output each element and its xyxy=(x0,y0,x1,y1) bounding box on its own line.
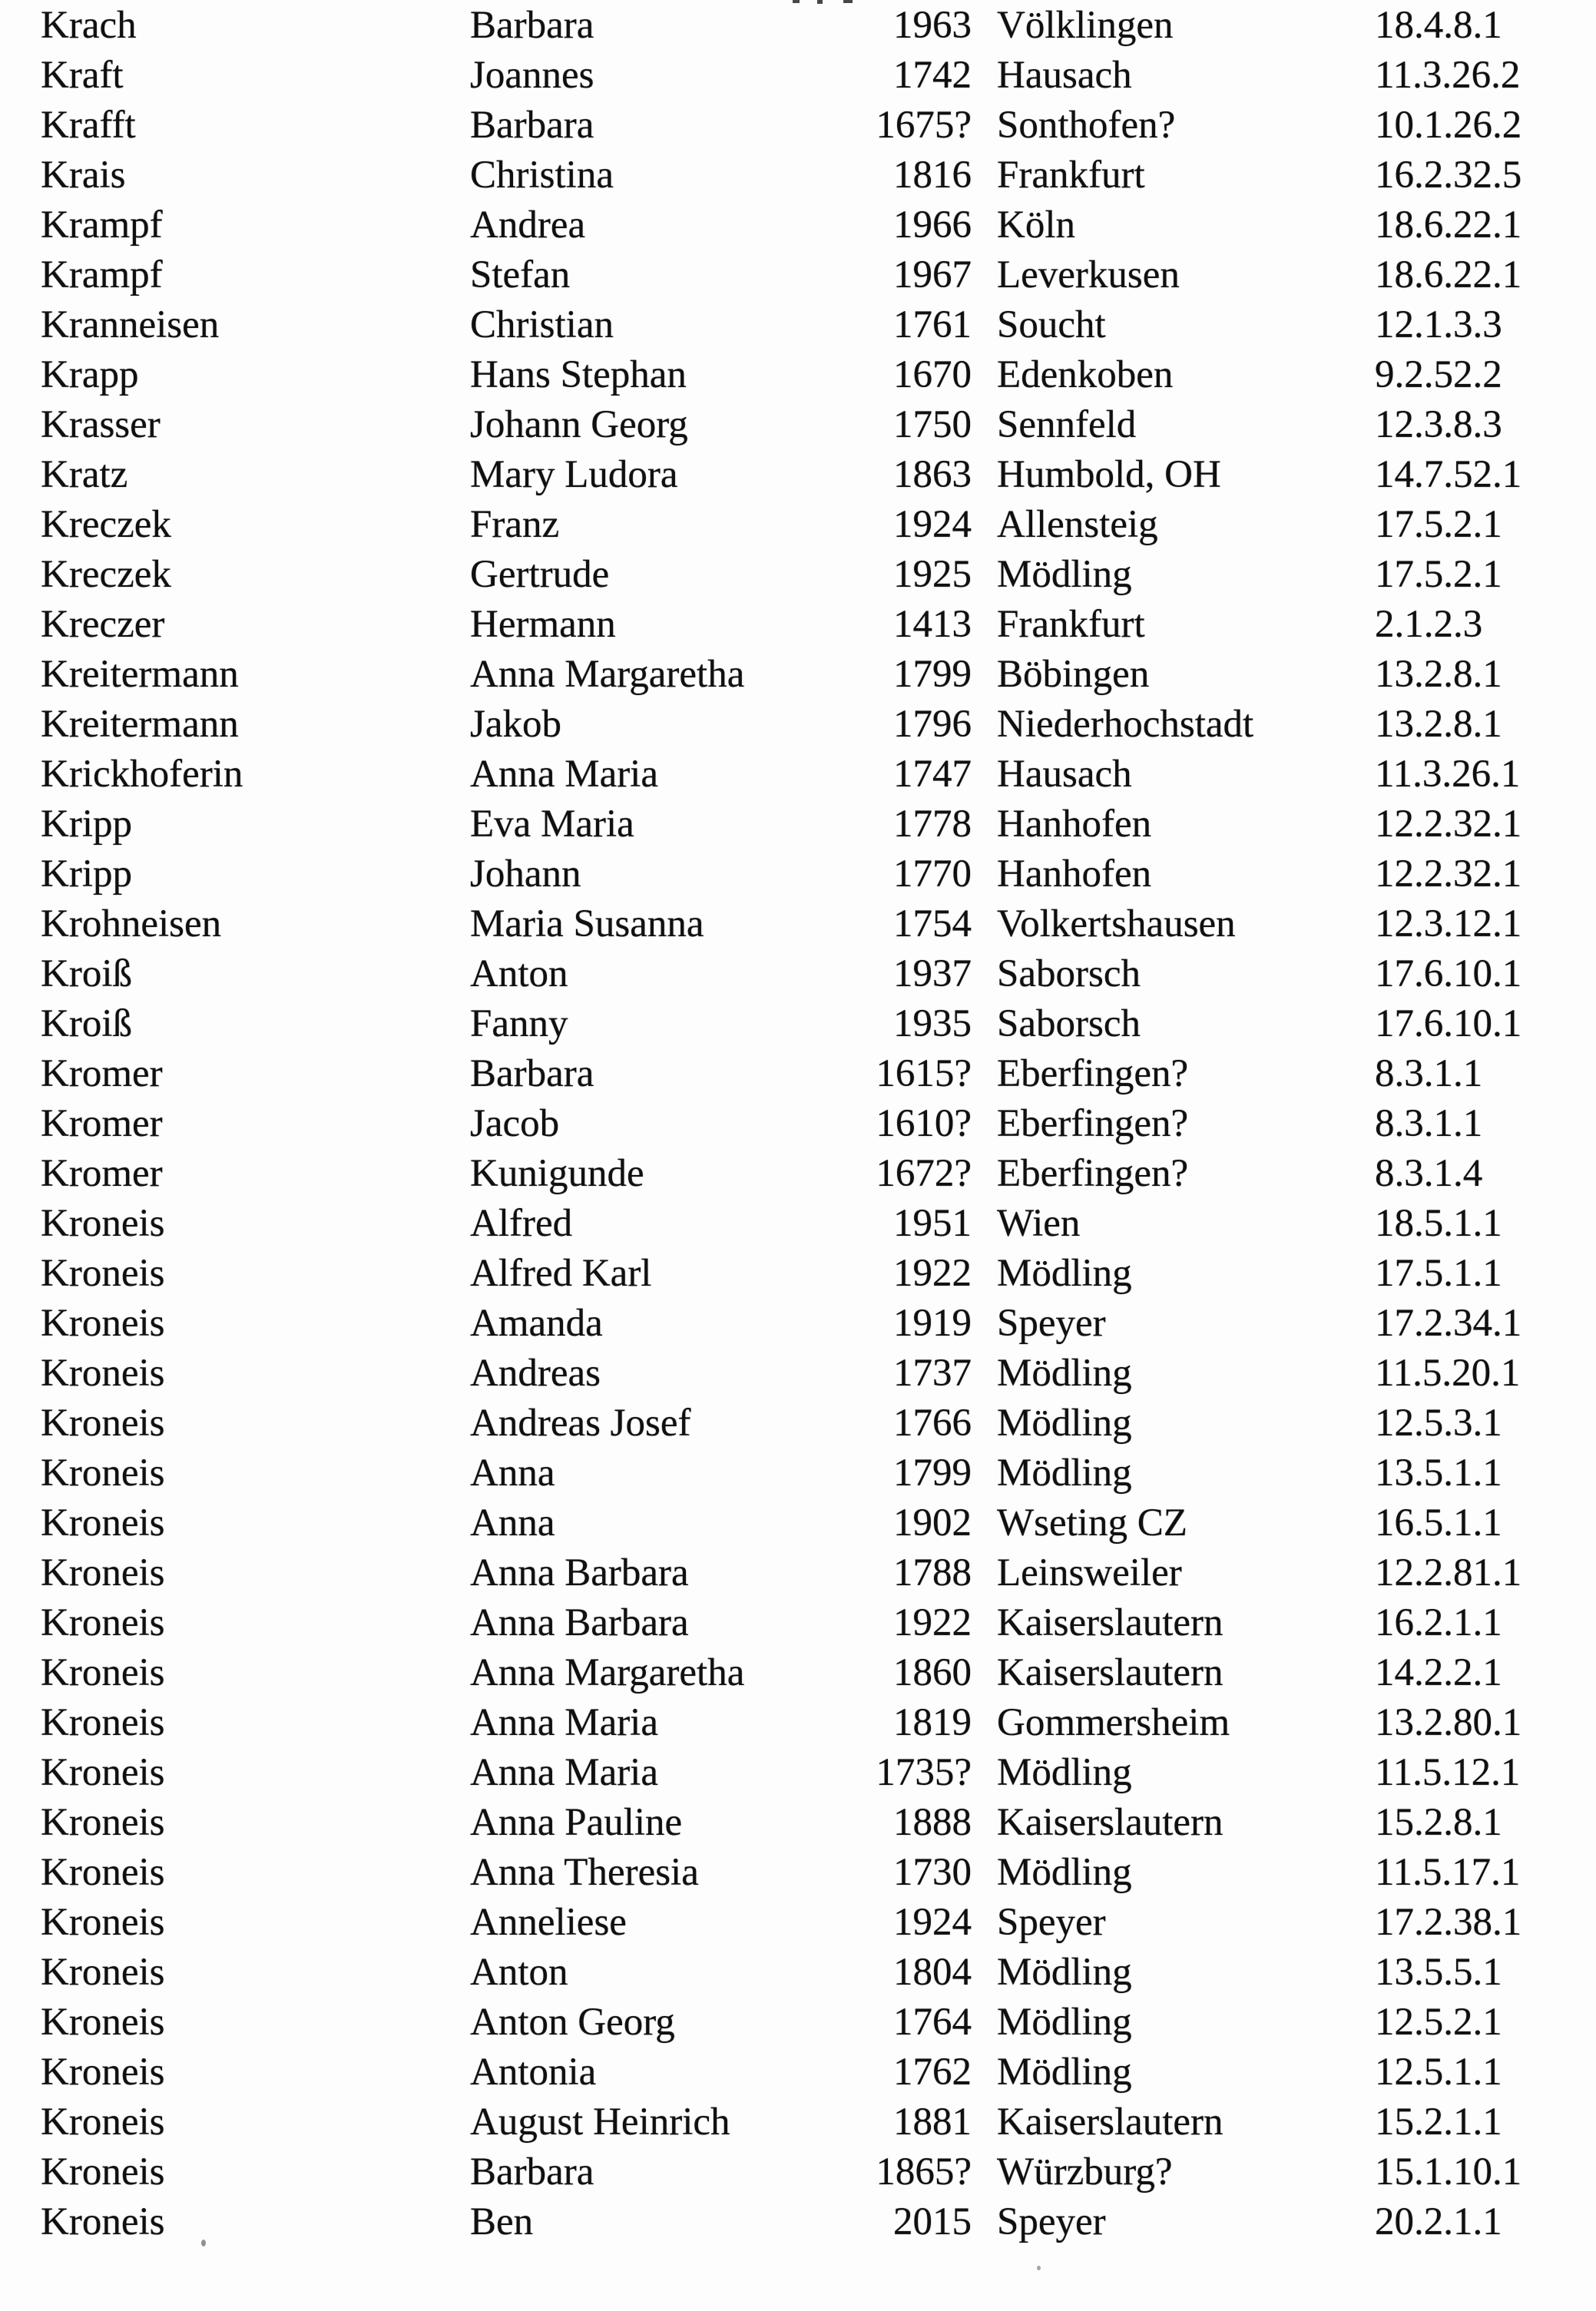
birth-year-cell: 1747 xyxy=(893,753,972,796)
given-name-cell: Jacob xyxy=(470,1102,560,1145)
reference-cell: 12.2.32.1 xyxy=(1375,853,1522,896)
given-name-cell: Anna Barbara xyxy=(470,1551,689,1594)
given-name-cell: Alfred Karl xyxy=(470,1252,652,1295)
given-name-cell: Ben xyxy=(470,2200,534,2243)
place-cell: Saborsch xyxy=(997,952,1141,995)
given-name-cell: Anna Maria xyxy=(470,753,658,796)
birth-year-cell: 1762 xyxy=(893,2051,972,2094)
birth-year-cell: 1902 xyxy=(893,1501,972,1545)
table-row xyxy=(0,0,1596,50)
table-row xyxy=(0,1947,1596,1997)
given-name-cell: August Heinrich xyxy=(470,2101,730,2144)
reference-cell: 12.2.81.1 xyxy=(1375,1551,1522,1594)
birth-year-cell: 1865? xyxy=(876,2150,972,2193)
birth-year-cell: 1963 xyxy=(893,4,972,47)
surname-cell: Kroneis xyxy=(41,1302,165,1345)
reference-cell: 15.2.1.1 xyxy=(1375,2101,1502,2144)
surname-cell: Kromer xyxy=(41,1102,163,1145)
table-row xyxy=(0,349,1596,399)
birth-year-cell: 1766 xyxy=(893,1402,972,1445)
table-row xyxy=(0,1697,1596,1747)
table-row xyxy=(0,50,1596,100)
reference-cell: 17.5.2.1 xyxy=(1375,503,1502,546)
surname-cell: Kromer xyxy=(41,1152,163,1195)
surname-cell: Kroneis xyxy=(41,1452,165,1495)
birth-year-cell: 2015 xyxy=(893,2200,972,2243)
table-row xyxy=(0,1448,1596,1498)
table-row xyxy=(0,1048,1596,1098)
place-cell: Völklingen xyxy=(997,4,1174,47)
birth-year-cell: 1922 xyxy=(893,1252,972,1295)
reference-cell: 8.3.1.4 xyxy=(1375,1152,1483,1195)
place-cell: Frankfurt xyxy=(997,154,1145,197)
table-row xyxy=(0,150,1596,200)
given-name-cell: Anneliese xyxy=(470,1901,627,1944)
reference-cell: 12.5.3.1 xyxy=(1375,1402,1502,1445)
given-name-cell: Anna Margaretha xyxy=(470,653,745,696)
reference-cell: 14.7.52.1 xyxy=(1375,453,1522,496)
birth-year-cell: 1750 xyxy=(893,403,972,446)
table-row xyxy=(0,1897,1596,1947)
given-name-cell: Anna Barbara xyxy=(470,1601,689,1644)
reference-cell: 17.6.10.1 xyxy=(1375,1002,1522,1045)
reference-cell: 2.1.2.3 xyxy=(1375,603,1483,646)
table-row xyxy=(0,1797,1596,1847)
reference-cell: 13.2.80.1 xyxy=(1375,1701,1522,1744)
table-row xyxy=(0,1298,1596,1348)
table-row xyxy=(0,100,1596,150)
table-row xyxy=(0,2147,1596,2197)
birth-year-cell: 1615? xyxy=(876,1052,972,1095)
reference-cell: 12.2.32.1 xyxy=(1375,803,1522,846)
given-name-cell: Andrea xyxy=(470,204,586,247)
reference-cell: 11.3.26.1 xyxy=(1375,753,1521,796)
birth-year-cell: 1924 xyxy=(893,1901,972,1944)
surname-cell: Kreczer xyxy=(41,603,165,646)
place-cell: Hanhofen xyxy=(997,853,1152,896)
reference-cell: 17.2.38.1 xyxy=(1375,1901,1522,1944)
table-row xyxy=(0,1498,1596,1548)
birth-year-cell: 1737 xyxy=(893,1352,972,1395)
reference-cell: 16.2.32.5 xyxy=(1375,154,1522,197)
place-cell: Leverkusen xyxy=(997,253,1180,296)
table-row xyxy=(0,200,1596,250)
table-row xyxy=(0,1248,1596,1298)
table-row xyxy=(0,1997,1596,2047)
surname-cell: Kreitermann xyxy=(41,703,239,746)
place-cell: Leinsweiler xyxy=(997,1551,1182,1594)
table-row xyxy=(0,250,1596,300)
reference-cell: 17.5.2.1 xyxy=(1375,553,1502,596)
reference-cell: 14.2.2.1 xyxy=(1375,1651,1502,1694)
reference-cell: 12.5.2.1 xyxy=(1375,2001,1502,2044)
reference-cell: 8.3.1.1 xyxy=(1375,1052,1483,1095)
place-cell: Böbingen xyxy=(997,653,1150,696)
given-name-cell: Anna Margaretha xyxy=(470,1651,745,1694)
place-cell: Mödling xyxy=(997,1352,1132,1395)
birth-year-cell: 1816 xyxy=(893,154,972,197)
given-name-cell: Gertrude xyxy=(470,553,610,596)
given-name-cell: Anton xyxy=(470,952,568,995)
birth-year-cell: 1778 xyxy=(893,803,972,846)
given-name-cell: Anton Georg xyxy=(470,2001,675,2044)
birth-year-cell: 1951 xyxy=(893,1202,972,1245)
place-cell: Frankfurt xyxy=(997,603,1145,646)
place-cell: Eberfingen? xyxy=(997,1052,1189,1095)
surname-cell: Kroneis xyxy=(41,1751,165,1794)
table-row xyxy=(0,2097,1596,2147)
birth-year-cell: 1796 xyxy=(893,703,972,746)
reference-cell: 8.3.1.1 xyxy=(1375,1102,1483,1145)
surname-cell: Krach xyxy=(41,4,137,47)
birth-year-cell: 1730 xyxy=(893,1851,972,1894)
table-row xyxy=(0,2197,1596,2246)
birth-year-cell: 1881 xyxy=(893,2101,972,2144)
reference-cell: 12.1.3.3 xyxy=(1375,303,1502,346)
place-cell: Humbold, OH xyxy=(997,453,1221,496)
place-cell: Mödling xyxy=(997,2001,1132,2044)
given-name-cell: Hermann xyxy=(470,603,616,646)
reference-cell: 12.3.8.3 xyxy=(1375,403,1502,446)
birth-year-cell: 1967 xyxy=(893,253,972,296)
reference-cell: 20.2.1.1 xyxy=(1375,2200,1502,2243)
table-row xyxy=(0,499,1596,549)
surname-cell: Kroneis xyxy=(41,1851,165,1894)
surname-cell: Kroneis xyxy=(41,2101,165,2144)
birth-year-cell: 1919 xyxy=(893,1302,972,1345)
table-row xyxy=(0,1647,1596,1697)
birth-year-cell: 1925 xyxy=(893,553,972,596)
place-cell: Sonthofen? xyxy=(997,104,1176,147)
place-cell: Volkertshausen xyxy=(997,902,1236,945)
given-name-cell: Joannes xyxy=(470,54,594,97)
surname-cell: Kraft xyxy=(41,54,124,97)
birth-year-cell: 1804 xyxy=(893,1951,972,1994)
given-name-cell: Mary Ludora xyxy=(470,453,678,496)
scan-artifact xyxy=(1037,2266,1041,2270)
place-cell: Hanhofen xyxy=(997,803,1152,846)
surname-cell: Kroneis xyxy=(41,1352,165,1395)
given-name-cell: Barbara xyxy=(470,2150,594,2193)
table-row xyxy=(0,699,1596,749)
surname-cell: Kreczek xyxy=(41,553,171,596)
surname-cell: Kroiß xyxy=(41,1002,132,1045)
place-cell: Mödling xyxy=(997,2051,1132,2094)
place-cell: Soucht xyxy=(997,303,1106,346)
given-name-cell: Anton xyxy=(470,1951,568,1994)
place-cell: Mödling xyxy=(997,553,1132,596)
given-name-cell: Amanda xyxy=(470,1302,603,1345)
surname-cell: Kroneis xyxy=(41,1701,165,1744)
reference-cell: 17.6.10.1 xyxy=(1375,952,1522,995)
given-name-cell: Jakob xyxy=(470,703,561,746)
given-name-cell: Anna xyxy=(470,1501,555,1545)
birth-year-cell: 1799 xyxy=(893,653,972,696)
table-row xyxy=(0,1148,1596,1198)
birth-year-cell: 1799 xyxy=(893,1452,972,1495)
table-row xyxy=(0,998,1596,1048)
table-row xyxy=(0,799,1596,849)
reference-cell: 13.5.1.1 xyxy=(1375,1452,1502,1495)
place-cell: Hausach xyxy=(997,54,1132,97)
surname-cell: Krapp xyxy=(41,353,139,396)
birth-year-cell: 1761 xyxy=(893,303,972,346)
reference-cell: 17.5.1.1 xyxy=(1375,1252,1502,1295)
place-cell: Sennfeld xyxy=(997,403,1137,446)
given-name-cell: Christian xyxy=(470,303,614,346)
reference-cell: 18.6.22.1 xyxy=(1375,253,1522,296)
reference-cell: 18.5.1.1 xyxy=(1375,1202,1502,1245)
reference-cell: 13.5.5.1 xyxy=(1375,1951,1502,1994)
table-row xyxy=(0,899,1596,949)
surname-cell: Kroneis xyxy=(41,1601,165,1644)
reference-cell: 17.2.34.1 xyxy=(1375,1302,1522,1345)
reference-cell: 18.4.8.1 xyxy=(1375,4,1502,47)
table-row xyxy=(0,1098,1596,1148)
given-name-cell: Franz xyxy=(470,503,560,546)
table-row xyxy=(0,549,1596,599)
place-cell: Speyer xyxy=(997,1302,1106,1345)
place-cell: Mödling xyxy=(997,1751,1132,1794)
place-cell: Edenkoben xyxy=(997,353,1174,396)
surname-cell: Kroneis xyxy=(41,1551,165,1594)
surname-cell: Kroneis xyxy=(41,2001,165,2044)
birth-year-cell: 1860 xyxy=(893,1651,972,1694)
birth-year-cell: 1670 xyxy=(893,353,972,396)
reference-cell: 15.1.10.1 xyxy=(1375,2150,1522,2193)
surname-cell: Kroneis xyxy=(41,1901,165,1944)
reference-cell: 16.2.1.1 xyxy=(1375,1601,1502,1644)
given-name-cell: Andreas xyxy=(470,1352,601,1395)
surname-cell: Kratz xyxy=(41,453,128,496)
birth-year-cell: 1754 xyxy=(893,902,972,945)
reference-cell: 10.1.26.2 xyxy=(1375,104,1522,147)
table-row xyxy=(0,1198,1596,1248)
surname-cell: Kroneis xyxy=(41,1651,165,1694)
given-name-cell: Antonia xyxy=(470,2051,597,2094)
reference-cell: 11.5.12.1 xyxy=(1375,1751,1521,1794)
place-cell: Gommersheim xyxy=(997,1701,1230,1744)
place-cell: Hausach xyxy=(997,753,1132,796)
place-cell: Kaiserslautern xyxy=(997,2101,1223,2144)
place-cell: Mödling xyxy=(997,1851,1132,1894)
table-row xyxy=(0,449,1596,499)
birth-year-cell: 1788 xyxy=(893,1551,972,1594)
reference-cell: 9.2.52.2 xyxy=(1375,353,1502,396)
place-cell: Kaiserslautern xyxy=(997,1651,1223,1694)
table-row xyxy=(0,1348,1596,1398)
surname-cell: Kromer xyxy=(41,1052,163,1095)
birth-year-cell: 1672? xyxy=(876,1152,972,1195)
given-name-cell: Anna Theresia xyxy=(470,1851,699,1894)
place-cell: Eberfingen? xyxy=(997,1152,1189,1195)
table-row xyxy=(0,1598,1596,1647)
table-row xyxy=(0,749,1596,799)
surname-cell: Krasser xyxy=(41,403,161,446)
surname-cell: Kroiß xyxy=(41,952,132,995)
place-cell: Mödling xyxy=(997,1452,1132,1495)
place-cell: Würzburg? xyxy=(997,2150,1173,2193)
reference-cell: 11.5.17.1 xyxy=(1375,1851,1521,1894)
table-row xyxy=(0,399,1596,449)
given-name-cell: Barbara xyxy=(470,1052,594,1095)
surname-cell: Kroneis xyxy=(41,2200,165,2243)
place-cell: Mödling xyxy=(997,1951,1132,1994)
birth-year-cell: 1922 xyxy=(893,1601,972,1644)
surname-cell: Kreczek xyxy=(41,503,171,546)
place-cell: Speyer xyxy=(997,1901,1106,1944)
surname-cell: Kroneis xyxy=(41,1402,165,1445)
surname-cell: Krohneisen xyxy=(41,902,222,945)
surname-cell: Kroneis xyxy=(41,1501,165,1545)
table-row xyxy=(0,849,1596,899)
place-cell: Eberfingen? xyxy=(997,1102,1189,1145)
table-row xyxy=(0,599,1596,649)
surname-cell: Krampf xyxy=(41,253,163,296)
surname-cell: Kroneis xyxy=(41,1801,165,1844)
table-row xyxy=(0,1398,1596,1448)
surname-cell: Kroneis xyxy=(41,1252,165,1295)
surname-cell: Krickhoferin xyxy=(41,753,243,796)
surname-cell: Kreitermann xyxy=(41,653,239,696)
given-name-cell: Christina xyxy=(470,154,614,197)
given-name-cell: Alfred xyxy=(470,1202,573,1245)
birth-year-cell: 1610? xyxy=(876,1102,972,1145)
reference-cell: 11.5.20.1 xyxy=(1375,1352,1521,1395)
table-row xyxy=(0,649,1596,699)
place-cell: Allensteig xyxy=(997,503,1158,546)
reference-cell: 12.3.12.1 xyxy=(1375,902,1522,945)
reference-cell: 13.2.8.1 xyxy=(1375,703,1502,746)
given-name-cell: Anna Maria xyxy=(470,1701,658,1744)
table-row xyxy=(0,2047,1596,2097)
reference-cell: 12.5.1.1 xyxy=(1375,2051,1502,2094)
given-name-cell: Johann Georg xyxy=(470,403,688,446)
birth-year-cell: 1924 xyxy=(893,503,972,546)
place-cell: Niederhochstadt xyxy=(997,703,1254,746)
surname-cell: Kroneis xyxy=(41,2150,165,2193)
place-cell: Wseting CZ xyxy=(997,1501,1187,1545)
birth-year-cell: 1935 xyxy=(893,1002,972,1045)
surname-cell: Krafft xyxy=(41,104,136,147)
reference-cell: 15.2.8.1 xyxy=(1375,1801,1502,1844)
given-name-cell: Andreas Josef xyxy=(470,1402,691,1445)
place-cell: Kaiserslautern xyxy=(997,1601,1223,1644)
given-name-cell: Stefan xyxy=(470,253,571,296)
given-name-cell: Barbara xyxy=(470,4,594,47)
birth-year-cell: 1863 xyxy=(893,453,972,496)
place-cell: Wien xyxy=(997,1202,1081,1245)
given-name-cell: Anna Pauline xyxy=(470,1801,683,1844)
surname-cell: Kroneis xyxy=(41,1202,165,1245)
given-name-cell: Hans Stephan xyxy=(470,353,687,396)
surname-cell: Kroneis xyxy=(41,1951,165,1994)
table-row xyxy=(0,300,1596,349)
given-name-cell: Anna Maria xyxy=(470,1751,658,1794)
given-name-cell: Anna xyxy=(470,1452,555,1495)
birth-year-cell: 1735? xyxy=(876,1751,972,1794)
birth-year-cell: 1413 xyxy=(893,603,972,646)
place-cell: Mödling xyxy=(997,1402,1132,1445)
given-name-cell: Barbara xyxy=(470,104,594,147)
table-row xyxy=(0,1747,1596,1797)
birth-year-cell: 1764 xyxy=(893,2001,972,2044)
given-name-cell: Kunigunde xyxy=(470,1152,644,1195)
given-name-cell: Fanny xyxy=(470,1002,568,1045)
surname-cell: Kripp xyxy=(41,803,132,846)
birth-year-cell: 1937 xyxy=(893,952,972,995)
table-row xyxy=(0,1548,1596,1598)
reference-cell: 16.5.1.1 xyxy=(1375,1501,1502,1545)
place-cell: Mödling xyxy=(997,1252,1132,1295)
reference-cell: 11.3.26.2 xyxy=(1375,54,1521,97)
scan-artifact xyxy=(201,2240,206,2246)
birth-year-cell: 1888 xyxy=(893,1801,972,1844)
surname-cell: Kroneis xyxy=(41,2051,165,2094)
birth-year-cell: 1819 xyxy=(893,1701,972,1744)
birth-year-cell: 1966 xyxy=(893,204,972,247)
reference-cell: 18.6.22.1 xyxy=(1375,204,1522,247)
place-cell: Köln xyxy=(997,204,1075,247)
reference-cell: 13.2.8.1 xyxy=(1375,653,1502,696)
place-cell: Kaiserslautern xyxy=(997,1801,1223,1844)
table-row xyxy=(0,949,1596,998)
birth-year-cell: 1742 xyxy=(893,54,972,97)
place-cell: Speyer xyxy=(997,2200,1106,2243)
surname-cell: Kranneisen xyxy=(41,303,220,346)
table-row xyxy=(0,1847,1596,1897)
surname-cell: Kripp xyxy=(41,853,132,896)
surname-cell: Krais xyxy=(41,154,126,197)
surname-cell: Krampf xyxy=(41,204,163,247)
given-name-cell: Maria Susanna xyxy=(470,902,704,945)
given-name-cell: Johann xyxy=(470,853,581,896)
birth-year-cell: 1675? xyxy=(876,104,972,147)
birth-year-cell: 1770 xyxy=(893,853,972,896)
given-name-cell: Eva Maria xyxy=(470,803,634,846)
place-cell: Saborsch xyxy=(997,1002,1141,1045)
